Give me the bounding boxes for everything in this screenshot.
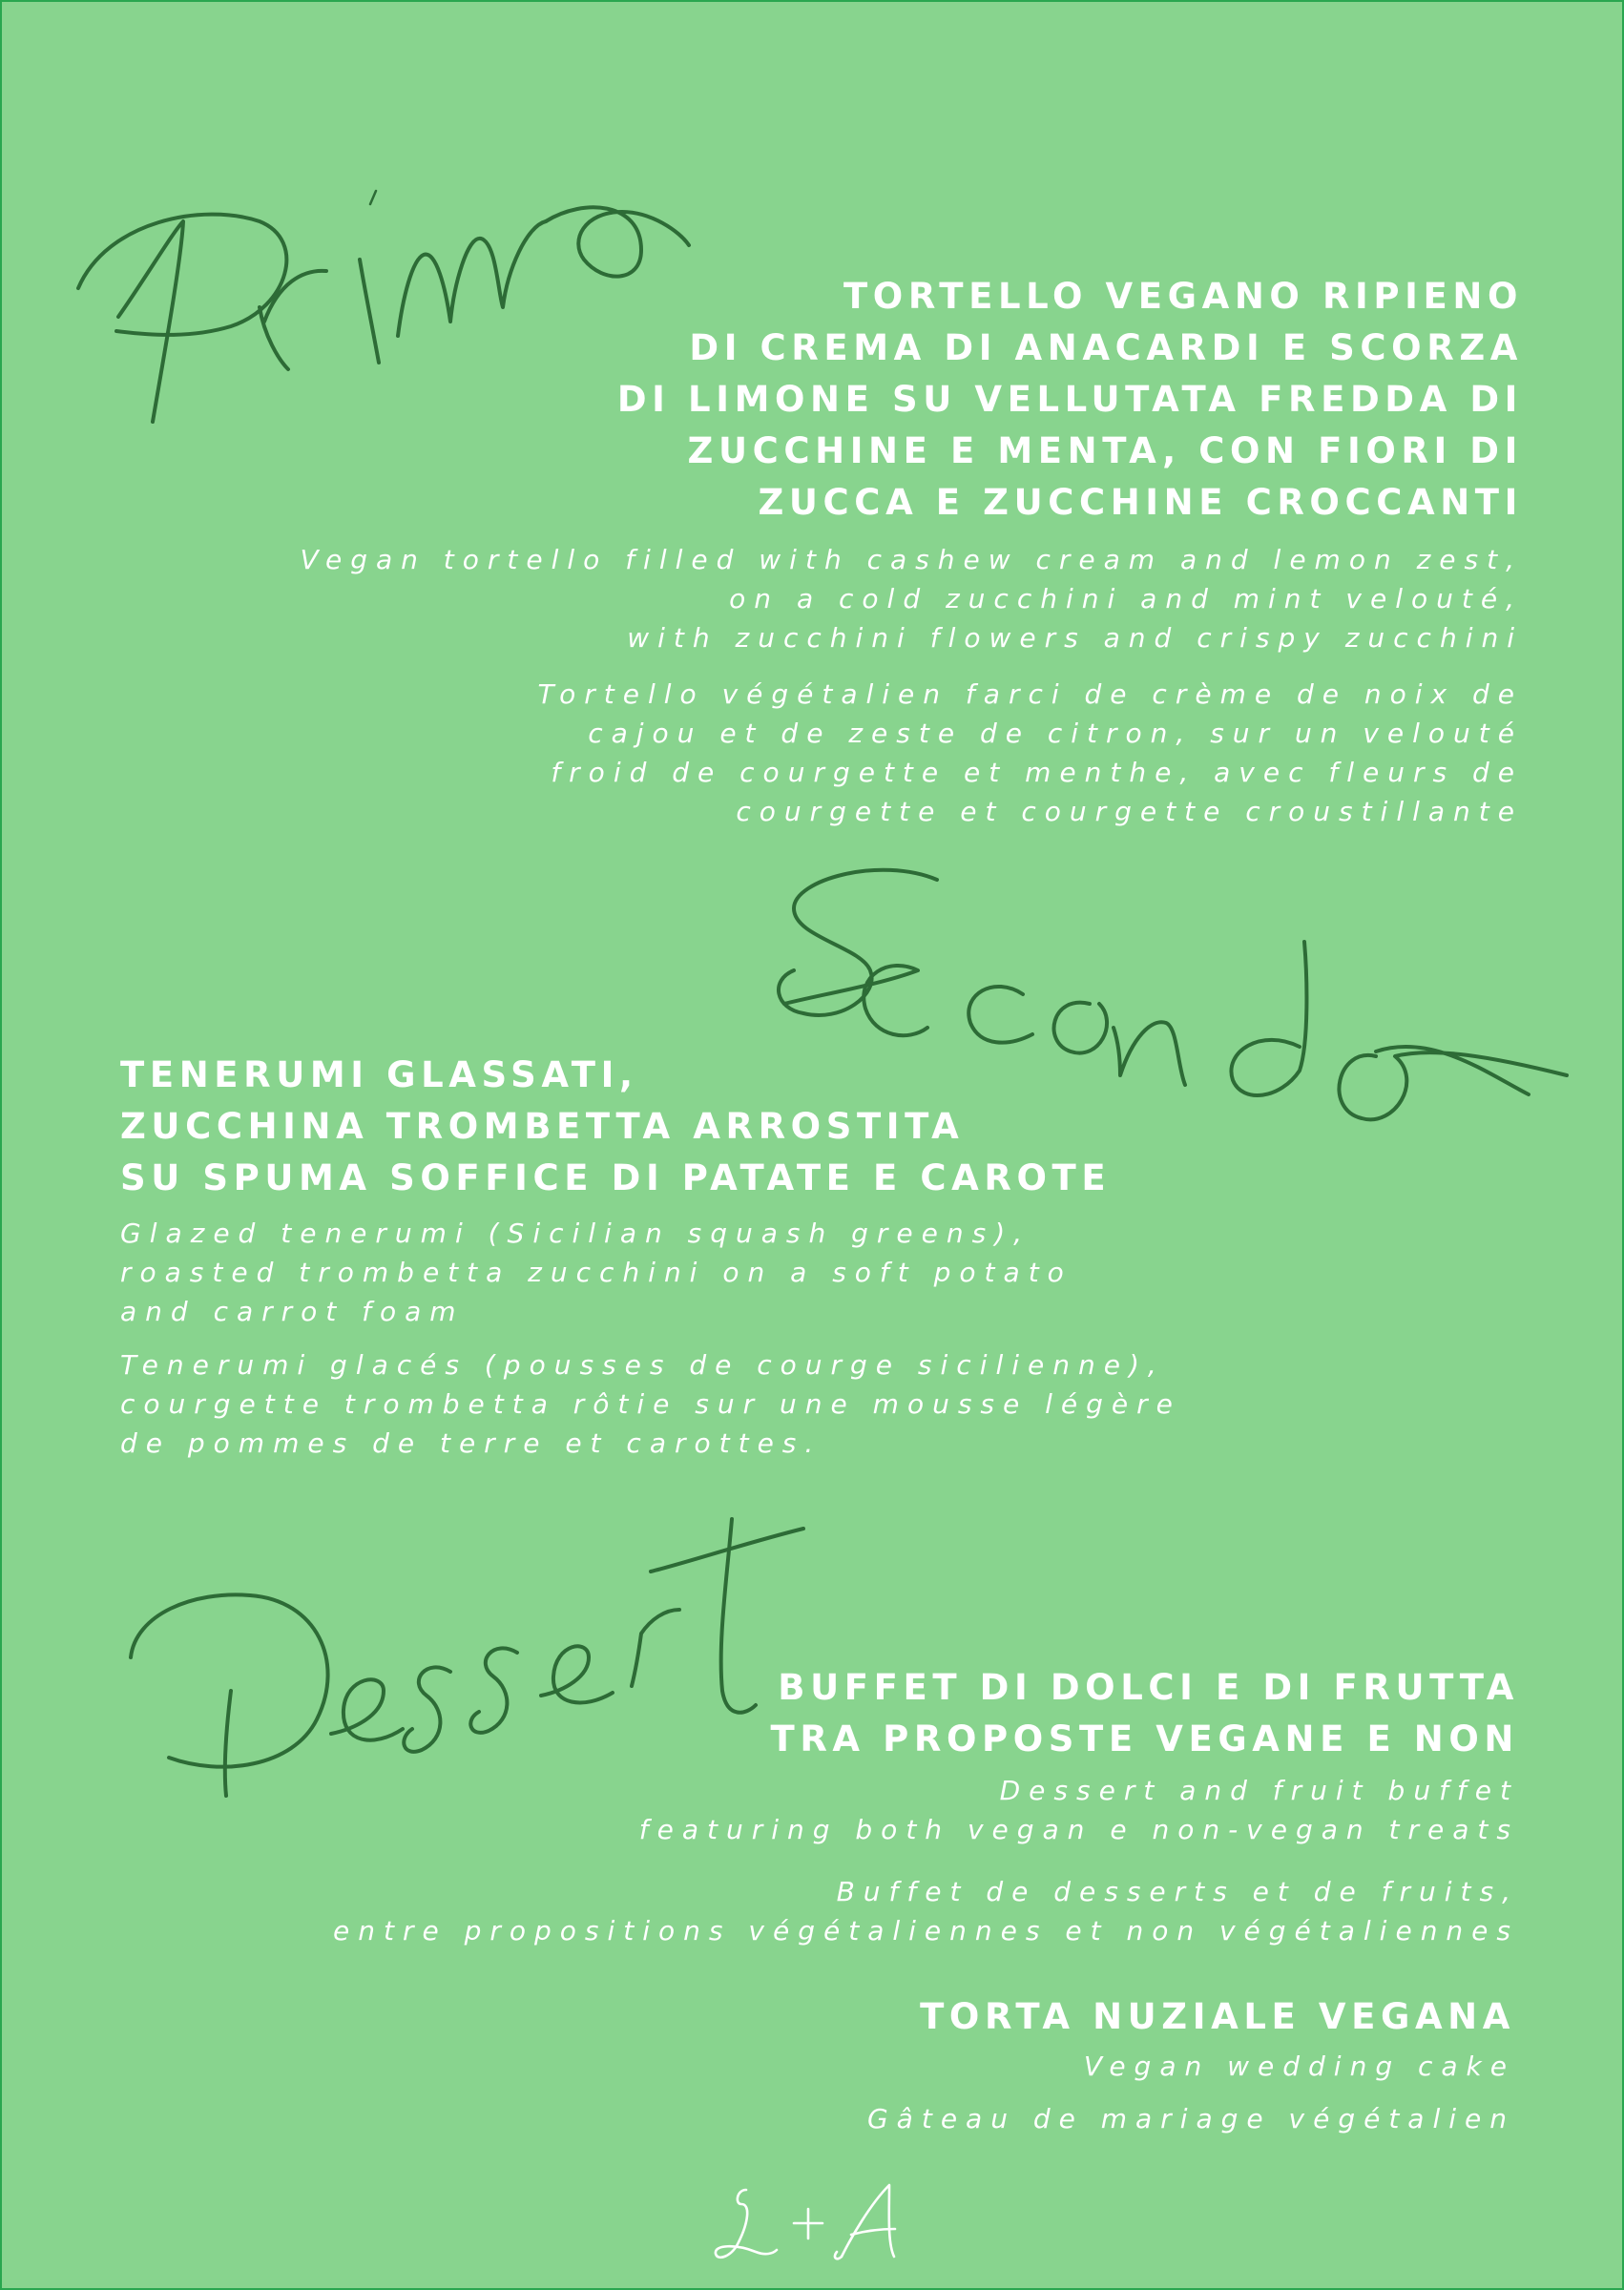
primo-french-line: cajou et de zeste de citron, sur un velouté (588, 718, 1523, 749)
dessert-buffet-section (88, 1662, 1519, 1950)
buffet-title (88, 1662, 1519, 1765)
primo-french-line: froid de courgette et menthe, avec fleurs de (551, 757, 1523, 788)
primo-english-line: with zucchini flowers and crispy zucchini (627, 622, 1523, 654)
dessert-cake-section (370, 1991, 1515, 2138)
secondo-english-description (120, 1214, 1361, 1331)
secondo-title-line: SU SPUMA SOFFICE DI PATATE E CAROTE (120, 1157, 1112, 1198)
buffet-french-line: entre propositions végétaliennes et non végétaliennes (333, 1915, 1519, 1946)
buffet-title-line: TRA PROPOSTE VEGANE E NON (770, 1718, 1519, 1759)
secondo-dish-title (120, 1050, 1361, 1204)
secondo-french-line: de pommes de terre et carottes. (120, 1427, 822, 1459)
primo-french-description (187, 675, 1523, 831)
secondo-section (120, 1050, 1361, 1463)
initials-monogram (698, 2166, 927, 2280)
primo-title-line: ZUCCA E ZUCCHINE CROCCANTI (758, 482, 1523, 523)
secondo-french-line: Tenerumi glacés (pousses de courge sicilienne), (120, 1349, 1165, 1381)
cake-title: TORTA NUZIALE VEGANA (920, 1996, 1515, 2037)
primo-title-line: DI LIMONE SU VELLUTATA FREDDA DI (616, 379, 1523, 420)
secondo-english-line: and carrot foam (120, 1296, 465, 1327)
secondo-english-line: roasted trombetta zucchini on a soft potato (120, 1257, 1072, 1288)
primo-dish-title (187, 271, 1523, 529)
primo-english-description (187, 540, 1523, 657)
primo-french-line: courgette et courgette croustillante (736, 796, 1523, 827)
secondo-french-line: courgette trombetta rôtie sur une mousse légère (120, 1388, 1181, 1420)
secondo-title-line: ZUCCHINA TROMBETTA ARROSTITA (120, 1106, 965, 1147)
primo-french-line: Tortello végétalien farci de crème de noix de (537, 678, 1523, 710)
primo-english-line: on a cold zucchini and mint velouté, (729, 583, 1523, 614)
secondo-english-line: Glazed tenerumi (Sicilian squash greens), (120, 1218, 1031, 1249)
cake-french-description: Gâteau de mariage végétalien (866, 2103, 1515, 2134)
secondo-title-line: TENERUMI GLASSATI, (120, 1054, 638, 1095)
buffet-english-description (88, 1771, 1519, 1849)
primo-title-line: TORTELLO VEGANO RIPIENO (843, 276, 1523, 317)
buffet-title-line: BUFFET DI DOLCI E DI FRUTTA (778, 1667, 1519, 1708)
buffet-french-line: Buffet de desserts et de fruits, (836, 1876, 1519, 1907)
buffet-english-line: featuring both vegan e non-vegan treats (638, 1814, 1519, 1845)
primo-english-line: Vegan tortello filled with cashew cream and lemon zest, (300, 544, 1523, 575)
primo-title-line: DI CREMA DI ANACARDI E SCORZA (689, 327, 1523, 368)
secondo-french-description (120, 1345, 1361, 1463)
buffet-french-description (88, 1872, 1519, 1950)
cake-english-description: Vegan wedding cake (1083, 2051, 1515, 2082)
buffet-english-line: Dessert and fruit buffet (999, 1775, 1519, 1806)
primo-title-line: ZUCCHINE E MENTA, CON FIORI DI (687, 430, 1523, 471)
primo-section (187, 271, 1523, 831)
